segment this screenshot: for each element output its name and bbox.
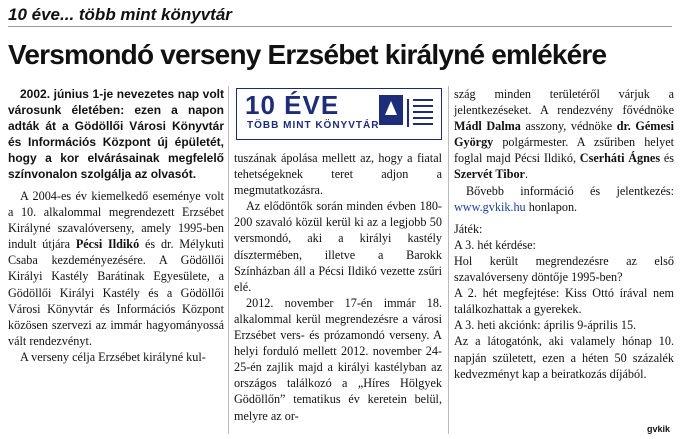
column-divider [228, 86, 229, 434]
jury-name: Szervét Tibor [454, 167, 525, 182]
question-text: Hol került megrendezésre az első szavalóverseny döntője 1995-ben? [454, 253, 674, 285]
col3-text: Bővebb információ és jelentkezés: [466, 183, 674, 198]
col1-p1-text-a: A 2004-es év kiemelkedő eseménye volt a 10. alkalommal megrendezett Erzsébet Királyné szavalóverseny, amely 1995-ben indult útjára [8, 189, 224, 252]
question-label: A 3. hét kérdése: [454, 237, 536, 252]
mayor-name: dr. Gémesi György [454, 119, 674, 150]
patron-name: Mádl Dalma [454, 119, 521, 134]
col3-text: és [660, 151, 674, 166]
action-label: A 3. heti akciónk: április 9-április 15. [454, 318, 637, 333]
author-credit: gvkik [646, 424, 670, 434]
col3-paragraph-1 [454, 86, 674, 183]
logo-big-text: 10 ÉVE [245, 90, 340, 120]
col3-text: szág minden területéről várjuk a jelentkezéseket. A rendezvény fővédnöke [454, 87, 674, 118]
col3-text: polgármester. A zsűriben helyet foglal majd Pécsi Ildikó, [454, 135, 674, 166]
column-1 [8, 86, 224, 365]
col3-paragraph-2 [454, 183, 674, 215]
col3-text: honlapon. [525, 199, 578, 214]
column-2 [234, 150, 442, 424]
col1-paragraph-2: A verseny célja Erzsébet királyné kul- [20, 349, 206, 364]
col2-paragraph-1: tuszának ápolása mellett az, hogy a fiatal tehetségeknek teret adjon a megmutatkozásra. [234, 151, 442, 198]
answer-text: A 2. hét megfejtése: Kiss Ottó írával nem találkozhattak a gyerekek. [454, 286, 674, 317]
game-title: Játék: [454, 221, 483, 236]
col1-p1-text-c: és dr. Mélykuti Csaba kezdeményezésére. A Gödöllői Királyi Kastély Barátinak Egyesülete, a Gödöllői Királyi Kastély és a Gödöllői Városi Könyvtár és Információs Központ közösen szervezi az immár hagyományossá vált rendezvényt. [8, 237, 224, 348]
jury-name: Cserháti Ágnes [579, 151, 661, 166]
lead-paragraph: 2002. június 1-je nevezetes nap volt városunk életében: ezen a napon adták át a Gödöllői Városi Könyvtár és Információs Központ új épületét, hogy a kor elvárásainak megfelelő színvonalon szolgálja az olvasót. [8, 87, 224, 181]
col2-paragraph-3: 2012. november 17-én immár 18. alkalommal kerül megrendezésre a városi Erzsébet vers- és prózamondó verseny. A helyi forduló mellett 2012. november 24-25-én zajlik majd a királyi kastélyban az országos találkozó a „Híres Hölgyek Gödöllőn” tematikus év keretein belül, melyre az or- [234, 295, 442, 423]
col3-text: . [524, 167, 529, 182]
article-headline: Versmondó verseny Erzsébet királyné emlékére [8, 39, 607, 70]
col1-p1-name: Pécsi Ildikó [75, 237, 140, 252]
column-3 [454, 86, 674, 382]
col2-paragraph-2: Az elődöntők során minden évben 180-200 szavaló közül kerül ki az a legjobb 50 versmondó, aki a királyi kastély dísztermében, illetve a Barokk Színházban áll a Pécsi Ildikó vezette zsűri elé. [234, 199, 442, 294]
logo-small-text: TÖBB MINT KÖNYVTÁR [247, 120, 380, 131]
col3-text: asszony, védnöke [520, 119, 617, 134]
section-kicker: 10 éve... több mint könyvtár [8, 4, 672, 27]
action-text: Az a látogatónk, aki valamely hónap 10. napján született, ezen a héten 50 százalék kedvezményt kap a beiratkozás díjából. [454, 334, 674, 381]
ten-years-logo [236, 88, 442, 140]
col1-paragraph-1 [8, 188, 224, 349]
book-icon [377, 93, 437, 135]
column-divider [448, 86, 449, 434]
website-link[interactable]: www.gvkik.hu [454, 199, 526, 214]
